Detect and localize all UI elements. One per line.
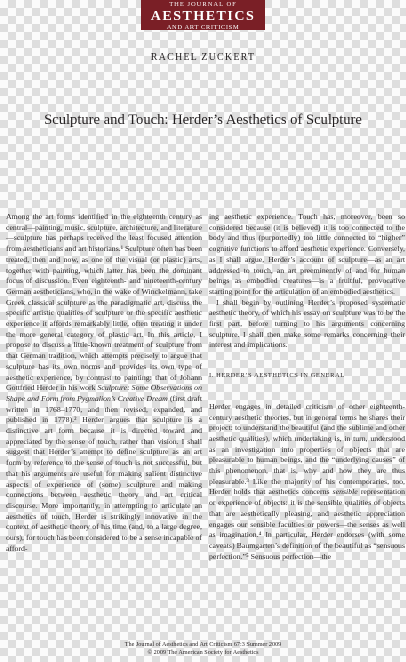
footer-citation: The Journal of Aesthetics and Art Criticism 67:3 Summer 2009 [124,641,282,648]
journal-logo [141,0,265,30]
body-paragraph: I shall begin by outlining Herder’s proposed systematic aesthetic theory, of which his essay on sculpture was to be the first part, before turning to his arguments concerning sculpture. I shall then make some remarks concerning their interest and implications. [209,297,405,350]
paragraph-text: (first draft written in 1768–1770, and then revised, expanded, and published in 1778).² Herder argues that sculpture is a distinctive art form because it is directed toward and appreciated by the sense of touch, rather than vision. I shall suggest that Herder’s attempt to define sculpture as an art form by reference to the sense of touch is not successful, but that his arguments are useful for making salient distinctive aspects of experience of (some) sculpture and making connections between aesthetic theory and art critical discourse. More importantly, in attempting to articulate an aesthetics of touch, Herder is strikingly innovative in the context of aesthetic theory of his time (and, to a large degree, ours), for touch has been considered to be a sense incapable of afford- [6,393,202,553]
masthead-line-1: THE JOURNAL OF [169,1,237,8]
page-footer [0,641,406,657]
section-heading: I. HERDER’S AESTHETICS IN GENERAL [209,372,345,380]
masthead-line-2: AESTHETICS [150,8,256,24]
article-title: Sculpture and Touch: Herder’s Aesthetics of Sculpture [44,112,362,128]
paragraph-text: representation or experience of objects: it is the sensible qualities of objects that are aesthetically pleasing, and aesthetic appreciation engages our sensible faculties or powers—the senses as well as imagination.⁴ In particular, Herder endorses (with some caveats) Baumgarten’s definition of the beautiful as “sensuous perfection.”⁵ Sensuous perfection—the [209,487,405,561]
paragraph-text: Herder engages in detailed criticism of other eighteenth-century aesthetic theories, but in general terms he shares their project: to understand the beautiful (and the sublime and other aesthetic qualities), which undertaking is, in turn, understood as an investigation into properties of objects that are pleasurable to human beings, and the “underlying causes” of this phenomenon, that is, why and how they are thus pleasurable.³ Like the majority of his contemporaries, too, Herder holds that aesthetics concerns [209,401,405,497]
journal-masthead [0,0,406,34]
body-paragraph [209,402,405,563]
author-name: RACHEL ZUCKERT [150,52,256,63]
right-column [209,212,405,562]
footer-copyright: © 2009 The American Society for Aesthetics [147,649,259,656]
body-paragraph: ing aesthetic experience. Touch has, moreover, been so considered because (it is believed) it is too connected to the body and thus (purportedly) too little connected to “higher” cognitive functions to afford aesthetic experience. Conversely, as I shall argue, Herder’s account of sculpture—as an art addressed to touch, an art preeminently of and for human beings as embodied creatures—is a fruitful, provocative starting point for the articulation of an embodied aesthetics. [209,212,405,296]
masthead-line-3: AND ART CRITICISM [166,23,240,31]
emphasis: sensible [332,487,358,497]
left-column [6,212,202,555]
work-title: Sculpture: Some Observations on Shape and Form from Pygmalion’s Creative Dream [6,383,202,403]
body-paragraph [6,212,202,555]
paragraph-text: Among the art forms identified in the eighteenth century as central—painting, music, sculpture, architecture, and literature—sculpture has perhaps received the least focused attention from aestheticians and art historians.¹ Sculpture often has been treated, then and now, as one of the visual (or plastic) arts, together with painting, which latter has been the dominant focus of discussion. Even eighteenth- and nineteenth-century German aestheticians, who, in the wake of Winckelmann, take Greek classical sculpture as the paradigmatic art, discuss the specific artistic qualities of sculpture or the specific aesthetic experience it affords remarkably little, often treating it under the more general category of plastic art. In this article, I propose to discuss a little-known treatment of sculpture from that German tradition, which attempts precisely to argue that sculpture has its own norms and provides its own type of aesthetic experience, by contrast to painting: that of Johann Gottfried Herder in his work [6,212,202,393]
